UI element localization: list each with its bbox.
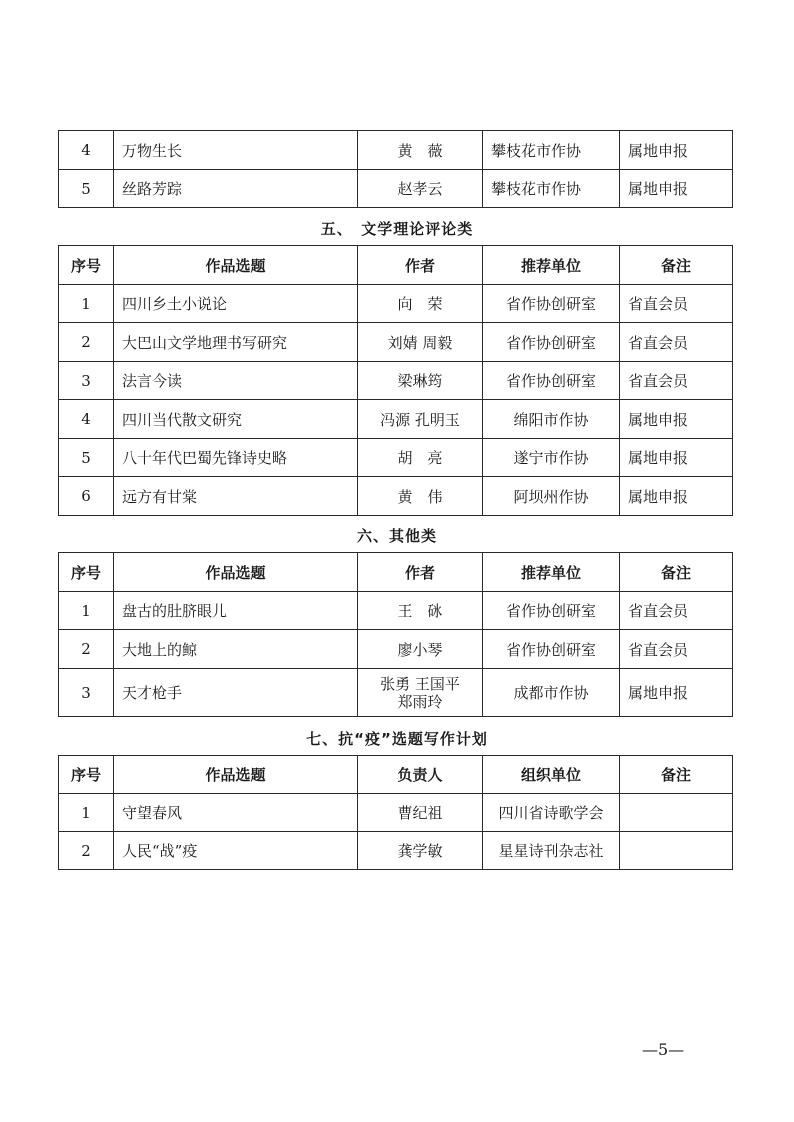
author-line-2: 郑雨玲 xyxy=(397,692,443,711)
cell-author: 冯源 孔明玉 xyxy=(358,400,483,439)
table-continued xyxy=(58,130,733,208)
header-note: 备注 xyxy=(620,553,733,592)
cell-no: 5 xyxy=(59,439,114,477)
cell-unit: 星星诗刊杂志社 xyxy=(483,832,620,870)
table-row xyxy=(59,323,733,362)
header-unit: 推荐单位 xyxy=(483,553,620,592)
table-row xyxy=(59,285,733,323)
cell-title: 守望春风 xyxy=(114,794,358,832)
cell-title: 人民“战”疫 xyxy=(114,832,358,870)
table-row xyxy=(59,131,733,170)
section-title-literary-theory: 五、 文学理论评论类 xyxy=(320,220,474,238)
cell-author: 黄 薇 xyxy=(358,131,483,170)
cell-note xyxy=(620,794,733,832)
cell-note: 属地申报 xyxy=(620,131,733,170)
cell-note: 省直会员 xyxy=(620,362,733,400)
cell-note xyxy=(620,832,733,870)
cell-author: 向 荣 xyxy=(358,285,483,323)
cell-unit: 省作协创研室 xyxy=(483,323,620,362)
header-title: 作品选题 xyxy=(114,553,358,592)
cell-unit: 省作协创研室 xyxy=(483,630,620,669)
table-row xyxy=(59,630,733,669)
header-title: 作品选题 xyxy=(114,246,358,285)
header-author: 作者 xyxy=(358,246,483,285)
cell-title: 天才枪手 xyxy=(114,669,358,717)
header-unit: 推荐单位 xyxy=(483,246,620,285)
header-person: 负责人 xyxy=(358,756,483,794)
cell-unit: 绵阳市作协 xyxy=(483,400,620,439)
table-row xyxy=(59,362,733,400)
cell-no: 1 xyxy=(59,592,114,630)
table-row xyxy=(59,477,733,516)
cell-no: 2 xyxy=(59,832,114,870)
cell-author: 胡 亮 xyxy=(358,439,483,477)
cell-no: 4 xyxy=(59,400,114,439)
cell-unit: 省作协创研室 xyxy=(483,285,620,323)
cell-title: 万物生长 xyxy=(114,131,358,170)
header-note: 备注 xyxy=(620,756,733,794)
author-line-1: 张勇 王国平 xyxy=(380,674,460,693)
cell-author: 王 砯 xyxy=(358,592,483,630)
table-row xyxy=(59,439,733,477)
cell-unit: 阿坝州作协 xyxy=(483,477,620,516)
cell-note: 属地申报 xyxy=(620,669,733,717)
cell-title: 丝路芳踪 xyxy=(114,170,358,208)
cell-no: 2 xyxy=(59,630,114,669)
header-no: 序号 xyxy=(59,246,114,285)
cell-note: 属地申报 xyxy=(620,477,733,516)
table-row xyxy=(59,400,733,439)
table-row xyxy=(59,794,733,832)
cell-person: 曹纪祖 xyxy=(358,794,483,832)
header-no: 序号 xyxy=(59,756,114,794)
table-literary-theory xyxy=(58,245,733,516)
header-unit: 组织单位 xyxy=(483,756,620,794)
cell-no: 4 xyxy=(59,131,114,170)
cell-no: 1 xyxy=(59,285,114,323)
cell-author: 梁琳筠 xyxy=(358,362,483,400)
header-no: 序号 xyxy=(59,553,114,592)
cell-note: 省直会员 xyxy=(620,323,733,362)
cell-author xyxy=(358,669,483,717)
cell-no: 1 xyxy=(59,794,114,832)
header-author: 作者 xyxy=(358,553,483,592)
cell-no: 3 xyxy=(59,669,114,717)
cell-author: 刘婧 周毅 xyxy=(358,323,483,362)
cell-author: 赵孝云 xyxy=(358,170,483,208)
cell-author: 廖小琴 xyxy=(358,630,483,669)
cell-author: 黄 伟 xyxy=(358,477,483,516)
cell-unit: 成都市作协 xyxy=(483,669,620,717)
table-header-row xyxy=(59,756,733,794)
cell-no: 3 xyxy=(59,362,114,400)
page-number: —5— xyxy=(642,1040,685,1059)
table-anti-epidemic xyxy=(58,755,733,870)
header-note: 备注 xyxy=(620,246,733,285)
header-title: 作品选题 xyxy=(114,756,358,794)
cell-no: 6 xyxy=(59,477,114,516)
cell-note: 属地申报 xyxy=(620,439,733,477)
section-title-other: 六、其他类 xyxy=(356,527,437,545)
cell-unit: 省作协创研室 xyxy=(483,592,620,630)
cell-unit: 省作协创研室 xyxy=(483,362,620,400)
cell-unit: 四川省诗歌学会 xyxy=(483,794,620,832)
cell-unit: 攀枝花市作协 xyxy=(483,170,620,208)
table-other xyxy=(58,552,733,717)
table-row xyxy=(59,170,733,208)
cell-title: 四川当代散文研究 xyxy=(114,400,358,439)
section-title-anti-epidemic: 七、抗“疫”选题写作计划 xyxy=(306,730,488,748)
table-row xyxy=(59,669,733,717)
cell-note: 属地申报 xyxy=(620,170,733,208)
cell-title: 盘古的肚脐眼儿 xyxy=(114,592,358,630)
cell-unit: 遂宁市作协 xyxy=(483,439,620,477)
cell-unit: 攀枝花市作协 xyxy=(483,131,620,170)
cell-no: 5 xyxy=(59,170,114,208)
cell-note: 省直会员 xyxy=(620,285,733,323)
cell-person: 龚学敏 xyxy=(358,832,483,870)
table-header-row xyxy=(59,246,733,285)
cell-note: 省直会员 xyxy=(620,592,733,630)
cell-title: 四川乡土小说论 xyxy=(114,285,358,323)
cell-title: 大地上的鲸 xyxy=(114,630,358,669)
cell-no: 2 xyxy=(59,323,114,362)
table-row xyxy=(59,832,733,870)
cell-title: 八十年代巴蜀先锋诗史略 xyxy=(114,439,358,477)
cell-note: 属地申报 xyxy=(620,400,733,439)
cell-note: 省直会员 xyxy=(620,630,733,669)
cell-title: 法言今读 xyxy=(114,362,358,400)
table-row xyxy=(59,592,733,630)
table-header-row xyxy=(59,553,733,592)
cell-title: 远方有甘棠 xyxy=(114,477,358,516)
cell-title: 大巴山文学地理书写研究 xyxy=(114,323,358,362)
